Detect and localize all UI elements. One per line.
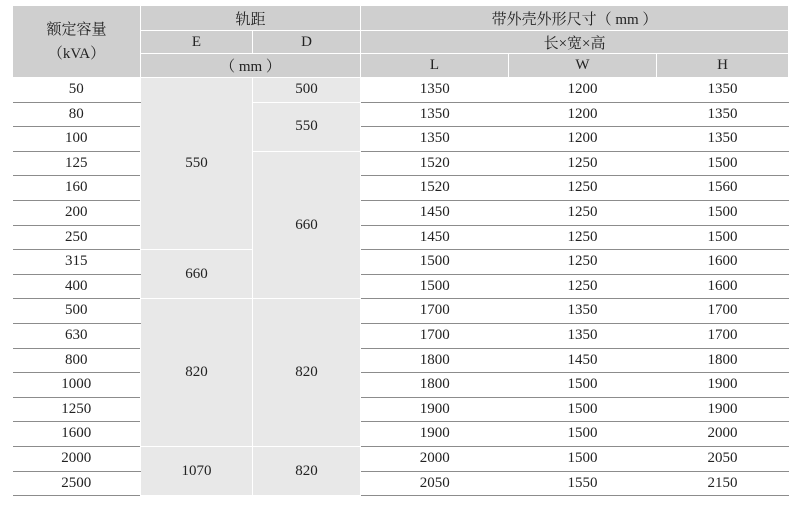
d-cell: 500 <box>253 78 361 103</box>
table-row <box>13 397 789 422</box>
h-cell: 2150 <box>657 471 789 496</box>
table-row <box>13 348 789 373</box>
kva-cell: 80 <box>13 102 141 127</box>
kva-cell: 1000 <box>13 373 141 398</box>
w-cell: 1250 <box>509 274 657 299</box>
h-cell: 1900 <box>657 373 789 398</box>
h-cell: 1500 <box>657 225 789 250</box>
col-l-header: L <box>361 54 509 78</box>
l-cell: 1450 <box>361 225 509 250</box>
table-row <box>13 446 789 471</box>
h-cell: 1700 <box>657 323 789 348</box>
h-cell: 1600 <box>657 250 789 275</box>
w-cell: 1200 <box>509 102 657 127</box>
l-cell: 1500 <box>361 274 509 299</box>
h-cell: 1350 <box>657 102 789 127</box>
table-row <box>13 471 789 496</box>
h-cell: 1900 <box>657 397 789 422</box>
table-row <box>13 323 789 348</box>
table-row <box>13 102 789 127</box>
table-row <box>13 151 789 176</box>
d-cell: 820 <box>253 446 361 495</box>
h-cell: 1800 <box>657 348 789 373</box>
col-w-header: W <box>509 54 657 78</box>
h-cell: 1500 <box>657 200 789 225</box>
h-cell: 1350 <box>657 127 789 152</box>
kva-cell: 1250 <box>13 397 141 422</box>
e-cell: 820 <box>141 299 253 447</box>
h-cell: 1700 <box>657 299 789 324</box>
h-cell: 1500 <box>657 151 789 176</box>
l-cell: 1700 <box>361 323 509 348</box>
w-cell: 1550 <box>509 471 657 496</box>
kva-cell: 800 <box>13 348 141 373</box>
rated-capacity-unit: （kVA） <box>47 45 106 62</box>
w-cell: 1500 <box>509 446 657 471</box>
table-row <box>13 200 789 225</box>
table-row <box>13 225 789 250</box>
l-cell: 1700 <box>361 299 509 324</box>
l-cell: 1350 <box>361 102 509 127</box>
kva-cell: 160 <box>13 176 141 201</box>
l-cell: 1450 <box>361 200 509 225</box>
kva-cell: 630 <box>13 323 141 348</box>
table-body <box>13 78 789 496</box>
l-cell: 1350 <box>361 78 509 103</box>
kva-cell: 100 <box>13 127 141 152</box>
col-h-header: H <box>657 54 789 78</box>
h-cell: 1600 <box>657 274 789 299</box>
w-cell: 1250 <box>509 176 657 201</box>
l-cell: 1900 <box>361 422 509 447</box>
w-cell: 1350 <box>509 299 657 324</box>
kva-cell: 50 <box>13 78 141 103</box>
kva-cell: 200 <box>13 200 141 225</box>
w-cell: 1500 <box>509 422 657 447</box>
h-cell: 1350 <box>657 78 789 103</box>
e-cell: 1070 <box>141 446 253 495</box>
table-row <box>13 78 789 103</box>
w-cell: 1200 <box>509 127 657 152</box>
kva-cell: 2000 <box>13 446 141 471</box>
l-cell: 1520 <box>361 151 509 176</box>
w-cell: 1500 <box>509 373 657 398</box>
l-cell: 1520 <box>361 176 509 201</box>
rated-capacity-label: 额定容量 <box>46 21 107 38</box>
table-row <box>13 176 789 201</box>
col-d-header: D <box>253 31 361 54</box>
l-cell: 2050 <box>361 471 509 496</box>
l-cell: 1800 <box>361 373 509 398</box>
table-row <box>13 127 789 152</box>
d-cell: 660 <box>253 151 361 299</box>
table-row <box>13 274 789 299</box>
w-cell: 1350 <box>509 323 657 348</box>
kva-cell: 315 <box>13 250 141 275</box>
e-cell: 660 <box>141 250 253 299</box>
kva-cell: 250 <box>13 225 141 250</box>
w-cell: 1250 <box>509 151 657 176</box>
col-e-header: E <box>141 31 253 54</box>
l-cell: 2000 <box>361 446 509 471</box>
kva-cell: 500 <box>13 299 141 324</box>
rated-capacity-header <box>13 6 141 78</box>
dims-sub-header: 长×宽×高 <box>361 31 789 54</box>
kva-cell: 1600 <box>13 422 141 447</box>
w-cell: 1450 <box>509 348 657 373</box>
gauge-unit-header: （ mm ） <box>141 54 361 78</box>
w-cell: 1250 <box>509 200 657 225</box>
table-row <box>13 373 789 398</box>
l-cell: 1350 <box>361 127 509 152</box>
d-cell: 550 <box>253 102 361 151</box>
kva-cell: 125 <box>13 151 141 176</box>
w-cell: 1200 <box>509 78 657 103</box>
w-cell: 1250 <box>509 250 657 275</box>
table-row <box>13 250 789 275</box>
gauge-header: 轨距 <box>141 6 361 31</box>
d-cell: 820 <box>253 299 361 447</box>
kva-cell: 400 <box>13 274 141 299</box>
transformer-spec-table <box>12 5 789 496</box>
h-cell: 2050 <box>657 446 789 471</box>
w-cell: 1500 <box>509 397 657 422</box>
kva-cell: 2500 <box>13 471 141 496</box>
dims-header: 带外壳外形尺寸（ mm ） <box>361 6 789 31</box>
w-cell: 1250 <box>509 225 657 250</box>
table-row <box>13 299 789 324</box>
l-cell: 1800 <box>361 348 509 373</box>
table-row <box>13 422 789 447</box>
l-cell: 1500 <box>361 250 509 275</box>
h-cell: 2000 <box>657 422 789 447</box>
h-cell: 1560 <box>657 176 789 201</box>
l-cell: 1900 <box>361 397 509 422</box>
e-cell: 550 <box>141 78 253 250</box>
